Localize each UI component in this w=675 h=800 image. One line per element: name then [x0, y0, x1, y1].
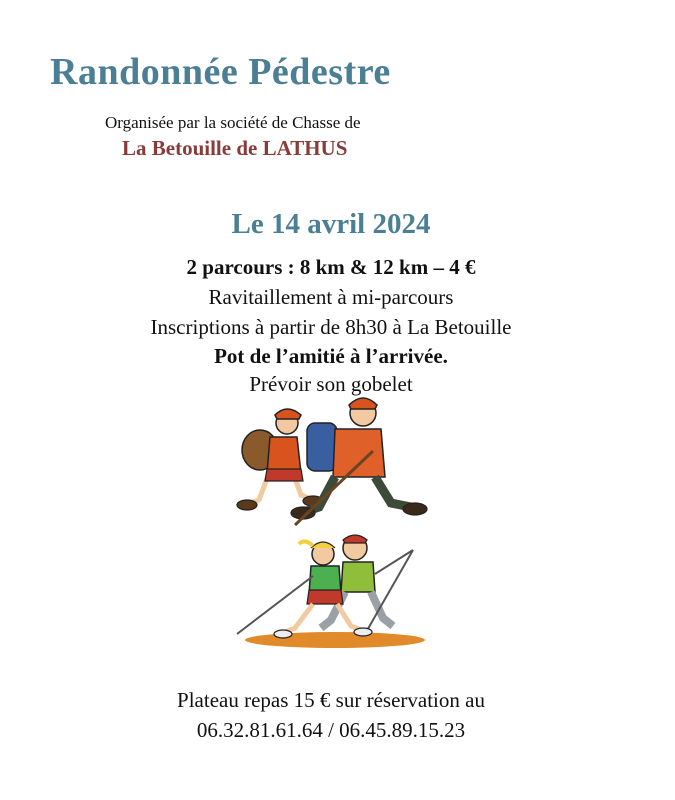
drink-info: Pot de l’amitié à l’arrivée.	[214, 344, 448, 368]
event-date: Le 14 avril 2024	[231, 208, 431, 240]
supply-info: Ravitaillement à mi-parcours	[208, 285, 454, 309]
page-title: Randonnée Pédestre	[50, 51, 391, 93]
cup-info: Prévoir son gobelet	[249, 372, 413, 396]
registration-info: Inscriptions à partir de 8h30 à La Betouille	[150, 315, 512, 339]
meal-info: Plateau repas 15 € sur réservation au	[177, 688, 485, 712]
nordic-walkers-illustration	[225, 530, 445, 655]
courses-info: 2 parcours : 8 km & 12 km – 4 €	[186, 255, 476, 279]
society-name: La Betouille de LATHUS	[122, 136, 348, 160]
organiser-text: Organisée par la société de Chasse de	[105, 113, 361, 132]
phone-numbers: 06.32.81.61.64 / 06.45.89.15.23	[196, 718, 466, 742]
big-hiker	[291, 398, 427, 525]
hikers-with-backpacks-illustration	[215, 395, 435, 535]
